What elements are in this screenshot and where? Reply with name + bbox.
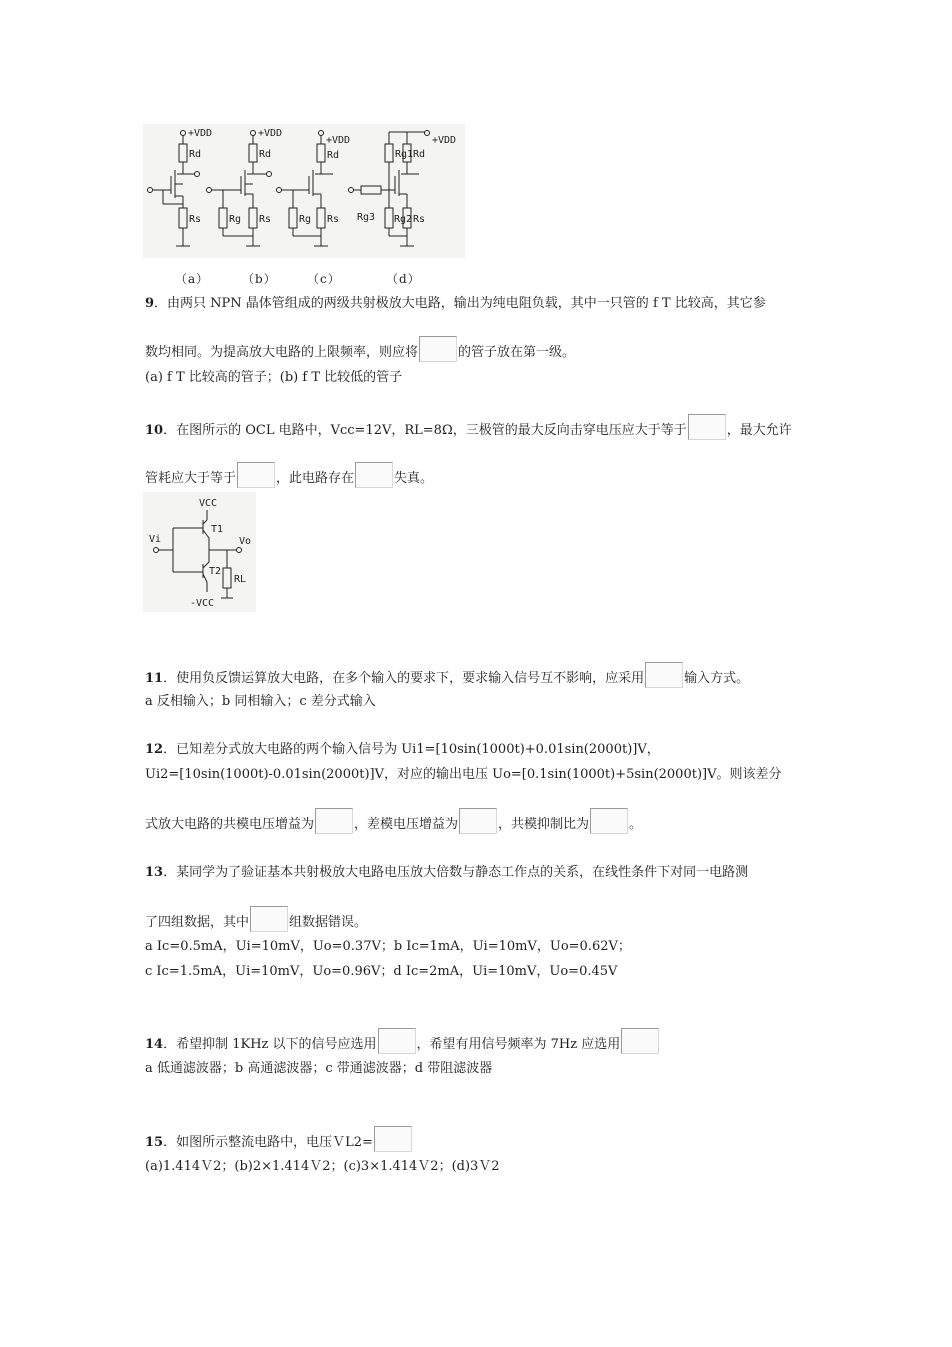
question-11-options: a 反相输入；b 同相输入；c 差分式输入 [145,694,376,709]
question-10-line-2 [145,462,433,489]
answer-blank-q14-first[interactable] [378,1028,416,1054]
question-text: ．希望抑制 1KHz 以下的信号应选用 [163,1037,377,1052]
question-12-line-3 [145,808,642,835]
answer-blank-q9[interactable] [419,336,457,362]
question-text: ．由两只 NPN 晶体管组成的两级共射极放大电路，输出为纯电阻负载，其中一只管的 f T 比较高，其它参 [154,296,766,311]
mosfet-circuits-diagram [143,124,465,258]
question-text: 。 [629,817,643,832]
question-11-line-1 [145,662,749,689]
question-text: ．在图所示的 OCL 电路中，Vcc=12V，RL=8Ω，三极管的最大反向击穿电压应大于等于 [163,423,687,438]
question-text: ．如图所示整流电路中，电压ＶL2= [163,1135,373,1150]
question-13-option-line-1: a Ic=0.5mA，Ui=10mV，Uo=0.37V；b Ic=1mA，Ui=10mV，Uo=0.62V； [145,939,631,954]
answer-blank-q15[interactable] [374,1126,412,1152]
question-text: 数均相同。为提高放大电路的上限频率，则应将 [145,345,419,360]
question-number: 10 [145,423,164,438]
answer-blank-q13[interactable] [250,906,288,932]
answer-blank-q10-distortion[interactable] [355,462,393,488]
label-vo: Vo [239,536,252,547]
label-rs-d: Rs [413,214,426,225]
label-rs-c: Rs [327,214,340,225]
circuit-figure-mosfet [143,124,465,258]
answer-blank-q11[interactable] [645,662,683,688]
answer-blank-q12-cmrr[interactable] [590,808,628,834]
answer-blank-q12-diff-gain[interactable] [459,808,497,834]
question-text: ，此电路存在 [276,471,355,486]
label-rl: RL [234,574,247,585]
question-text: 输入方式。 [684,671,750,686]
question-text: ，共模抑制比为 [498,817,590,832]
label-vdd-d: +VDD [432,135,457,146]
question-number: 13 [145,865,164,880]
question-text: ．已知差分式放大电路的两个输入信号为 Ui1=[10sin(1000t)+0.01sin(2000t)]V， [163,742,660,757]
question-9-options: (a) f T 比较高的管子；(b) f T 比较低的管子 [145,370,403,385]
question-15-options: (a)1.414Ｖ2；(b)2×1.414Ｖ2；(c)3×1.414Ｖ2；(d)3Ｖ2 [145,1159,500,1174]
label-rg3-d: Rg3 [357,212,376,223]
answer-blank-q10-voltage[interactable] [688,414,726,440]
label-vdd-a: +VDD [188,128,213,139]
question-14-options: a 低通滤波器；b 高通滤波器；c 带通滤波器；d 带阻滤波器 [145,1061,493,1076]
question-text: ，差模电压增益为 [354,817,459,832]
label-rg-b: Rg [229,214,242,225]
question-13-option-line-2: c Ic=1.5mA，Ui=10mV，Uo=0.96V；d Ic=2mA，Ui=10mV，Uo=0.45V [145,964,618,979]
figure-caption-b: （b） [242,272,277,286]
question-number: 14 [145,1037,164,1052]
label-rs-a: Rs [189,214,202,225]
label-t1: T1 [211,524,224,535]
question-text: ．某同学为了验证基本共射极放大电路电压放大倍数与静态工作点的关系，在线性条件下对同一电路测 [163,865,749,880]
figure-caption-d: （d） [386,272,421,286]
label-vcc: VCC [199,498,218,509]
question-10-line-1 [145,414,792,441]
ocl-circuit-diagram [143,492,256,612]
label-rg1-d: Rg1 [395,149,414,160]
question-9-line-1 [145,294,766,314]
question-13-line-1 [145,863,748,883]
label-vi: Vi [149,534,162,545]
label-neg-vcc: -VCC [190,598,215,609]
label-vdd-c: +VDD [326,135,351,146]
question-9-line-2 [145,336,575,363]
question-text: 了四组数据，其中 [145,915,250,930]
figure-caption-c: （c） [307,272,341,286]
figure-caption-a: （a） [175,272,210,286]
label-rd-d: Rd [413,149,426,160]
label-rd-b: Rd [259,149,272,160]
question-text: 组数据错误。 [289,915,368,930]
circuit-figure-ocl [143,492,256,612]
question-12-line-1 [145,740,660,760]
answer-blank-q10-power[interactable] [237,462,275,488]
question-text: 式放大电路的共模电压增益为 [145,817,315,832]
question-number: 12 [145,742,164,757]
label-vdd-b: +VDD [258,128,283,139]
label-rg-c: Rg [299,214,312,225]
question-15-line-1 [145,1126,413,1153]
label-rs-b: Rs [259,214,272,225]
question-13-line-2 [145,906,367,933]
label-rd-a: Rd [189,149,202,160]
label-rd-c: Rd [327,150,340,161]
question-number: 11 [145,671,164,686]
question-text: ．使用负反馈运算放大电路，在多个输入的要求下，要求输入信号互不影响，应采用 [163,671,645,686]
question-12-line-2: Ui2=[10sin(1000t)-0.01sin(2000t)]V，对应的输出电压 Uo=[0.1sin(1000t)+5sin(2000t)]V。则该差分 [145,767,782,782]
question-number: 9 [145,296,155,311]
label-t2: T2 [209,566,222,577]
question-14-line-1 [145,1028,660,1055]
label-rg2-d: Rg2 [394,214,413,225]
answer-blank-q12-common-gain[interactable] [315,808,353,834]
question-number: 15 [145,1135,164,1150]
question-text: 管耗应大于等于 [145,471,237,486]
question-text: ，最大允许 [726,423,792,438]
question-text: 的管子放在第一级。 [458,345,576,360]
question-text: 失真。 [394,471,434,486]
question-text: ，希望有用信号频率为 7Hz 应选用 [416,1037,621,1052]
answer-blank-q14-second[interactable] [621,1028,659,1054]
